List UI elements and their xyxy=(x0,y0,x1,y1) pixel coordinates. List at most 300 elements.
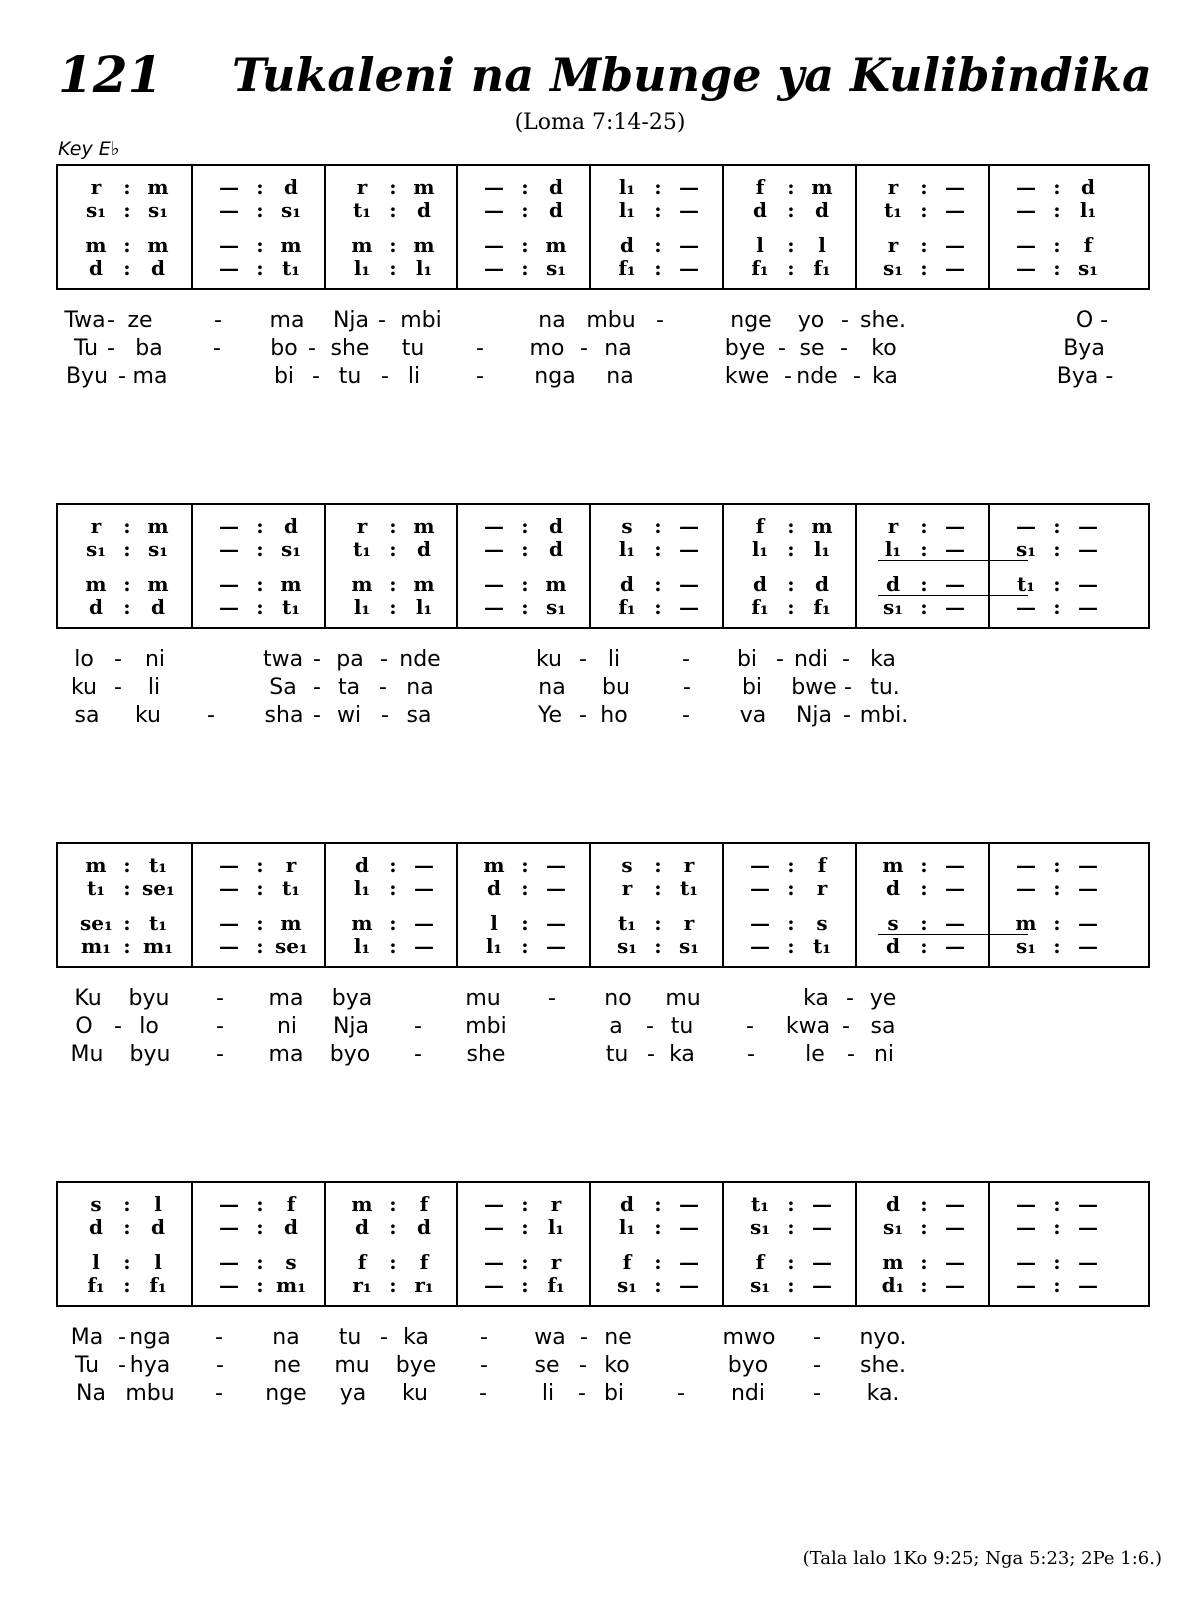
solfa-note: — xyxy=(414,911,434,935)
beat-separator: : xyxy=(521,595,529,619)
solfa-note: — xyxy=(945,1192,965,1216)
solfa-note: s₁ xyxy=(1015,934,1037,958)
beat-separator: : xyxy=(920,175,928,199)
barline xyxy=(324,166,326,288)
solfa-note: l₁ xyxy=(485,934,503,958)
beat-separator: : xyxy=(256,233,264,257)
syllable-hyphen: - xyxy=(414,1042,422,1067)
solfa-beat xyxy=(877,199,987,221)
solfa-beat xyxy=(80,877,190,899)
syllable-hyphen: - xyxy=(312,364,320,389)
solfa-note: d xyxy=(549,198,563,222)
beat-separator: : xyxy=(256,514,264,538)
solfa-note: m xyxy=(413,572,435,596)
solfa-note: r xyxy=(285,853,297,877)
lyric-syllable: Tu xyxy=(73,336,99,361)
lyric-syllable: ni xyxy=(144,647,166,672)
half-barline xyxy=(722,868,724,890)
syllable-hyphen: - xyxy=(846,986,854,1011)
beat-separator: : xyxy=(1053,537,1061,561)
solfa-note: — xyxy=(484,1250,504,1274)
syllable-hyphen: - xyxy=(747,1042,755,1067)
lyric-syllable: mu xyxy=(665,986,701,1011)
lyric-syllable: mu xyxy=(465,986,501,1011)
lyric-syllable: nde xyxy=(796,364,838,389)
solfa-note: — xyxy=(1016,1250,1036,1274)
half-barline xyxy=(988,868,990,890)
lyric-syllable: Twa xyxy=(64,308,106,333)
solfa-note: d xyxy=(487,876,501,900)
lyric-syllable: mbi. xyxy=(859,703,909,728)
solfa-note: — xyxy=(1078,537,1098,561)
lyric-syllable: ze xyxy=(127,308,153,333)
solfa-note: s₁ xyxy=(545,256,567,280)
beat-separator: : xyxy=(920,514,928,538)
beat-separator: : xyxy=(389,233,397,257)
solfa-note: — xyxy=(750,853,770,877)
solfa-note: — xyxy=(414,934,434,958)
solfa-note: r xyxy=(550,1250,562,1274)
lyric-syllable: tu xyxy=(605,1042,629,1067)
solfa-note: — xyxy=(219,572,239,596)
solfa-beat xyxy=(80,912,190,934)
half-barline xyxy=(456,926,458,948)
beat-separator: : xyxy=(123,514,131,538)
beat-separator: : xyxy=(920,934,928,958)
lyric-syllable: nga xyxy=(129,1325,171,1350)
solfa-note: — xyxy=(484,595,504,619)
syllable-hyphen: - xyxy=(215,1381,223,1406)
solfa-beat xyxy=(80,1251,190,1273)
solfa-note: s₁ xyxy=(85,198,107,222)
solfa-beat xyxy=(877,912,987,934)
solfa-beat xyxy=(1010,176,1120,198)
solfa-note: t₁ xyxy=(353,198,371,222)
lyric-syllable: mu xyxy=(334,1353,370,1378)
solfa-beat xyxy=(213,234,323,256)
lyric-syllable: a xyxy=(609,1014,623,1039)
solfa-beat xyxy=(213,935,323,957)
solfa-note: l₁ xyxy=(884,537,902,561)
hymn-number: 121 xyxy=(58,45,163,104)
beat-separator: : xyxy=(654,514,662,538)
half-barline xyxy=(988,587,990,609)
beat-separator: : xyxy=(787,1192,795,1216)
solfa-note: r xyxy=(621,876,633,900)
half-barline xyxy=(456,868,458,890)
beat-separator: : xyxy=(256,572,264,596)
lyric-syllable: wa xyxy=(534,1325,566,1350)
beat-separator: : xyxy=(920,876,928,900)
solfa-note: d xyxy=(355,1215,369,1239)
solfa-beat xyxy=(1010,877,1120,899)
solfa-note: d xyxy=(620,233,634,257)
solfa-beat xyxy=(478,199,588,221)
beat-separator: : xyxy=(389,1215,397,1239)
solfa-note: l₁ xyxy=(618,537,636,561)
lyric-syllable: twa xyxy=(262,647,304,672)
syllable-hyphen: - xyxy=(579,703,587,728)
solfa-beat xyxy=(213,1193,323,1215)
syllable-hyphen: - xyxy=(414,1014,422,1039)
solfa-beat xyxy=(346,1193,456,1215)
solfa-note: — xyxy=(945,537,965,561)
solfa-note: d xyxy=(89,595,103,619)
solfa-beat xyxy=(611,1193,721,1215)
barline xyxy=(722,844,724,966)
lyric-syllable: ku xyxy=(535,647,563,672)
beat-separator: : xyxy=(654,256,662,280)
solfa-note: t₁ xyxy=(884,198,902,222)
lyric-syllable: bi xyxy=(736,647,758,672)
solfa-note: — xyxy=(679,1250,699,1274)
beat-separator: : xyxy=(521,514,529,538)
solfa-note: t₁ xyxy=(87,876,105,900)
solfa-note: f₁ xyxy=(751,595,769,619)
beat-separator: : xyxy=(787,537,795,561)
lyric-syllable: bya xyxy=(331,986,373,1011)
lyric-syllable: ma xyxy=(268,1042,304,1067)
syllable-hyphen: - xyxy=(813,1381,821,1406)
beat-separator: : xyxy=(521,233,529,257)
beat-separator: : xyxy=(123,572,131,596)
beat-separator: : xyxy=(389,198,397,222)
beat-separator: : xyxy=(920,1273,928,1297)
solfa-note: s₁ xyxy=(616,934,638,958)
solfa-note: f xyxy=(419,1250,429,1274)
solfa-note: — xyxy=(484,537,504,561)
solfa-note: l xyxy=(154,1192,162,1216)
solfa-note: r xyxy=(90,514,102,538)
solfa-note: — xyxy=(1016,1192,1036,1216)
solfa-beat xyxy=(80,257,190,279)
lyric-syllable: O - xyxy=(1075,308,1109,333)
solfa-note: — xyxy=(812,1273,832,1297)
solfa-beat xyxy=(346,234,456,256)
solfa-beat xyxy=(346,596,456,618)
solfa-note: t₁ xyxy=(751,1192,769,1216)
solfa-note: — xyxy=(484,572,504,596)
solfa-note: d xyxy=(549,537,563,561)
solfa-note: d xyxy=(89,1215,103,1239)
barline xyxy=(324,1183,326,1305)
solfa-beat xyxy=(80,538,190,560)
tie-line xyxy=(878,934,1028,935)
syllable-hyphen: - xyxy=(118,1353,126,1378)
lyric-syllable: ni xyxy=(873,1042,895,1067)
lyric-syllable: lo xyxy=(139,1014,159,1039)
syllable-hyphen: - xyxy=(844,675,852,700)
beat-separator: : xyxy=(256,175,264,199)
beat-separator: : xyxy=(920,853,928,877)
beat-separator: : xyxy=(787,595,795,619)
solfa-beat xyxy=(478,1216,588,1238)
solfa-note: — xyxy=(945,876,965,900)
solfa-note: l₁ xyxy=(618,198,636,222)
solfa-note: f xyxy=(755,175,765,199)
solfa-note: r xyxy=(90,175,102,199)
beat-separator: : xyxy=(654,233,662,257)
solfa-note: s₁ xyxy=(1077,256,1099,280)
lyric-syllable: byu xyxy=(129,1042,171,1067)
solfa-note: — xyxy=(679,572,699,596)
lyric-syllable: ndi xyxy=(730,1381,766,1406)
solfa-beat xyxy=(346,176,456,198)
solfa-beat xyxy=(1010,935,1120,957)
solfa-note: d xyxy=(284,1215,298,1239)
beat-separator: : xyxy=(389,595,397,619)
solfa-note: f xyxy=(622,1250,632,1274)
solfa-beat xyxy=(213,877,323,899)
beat-separator: : xyxy=(654,876,662,900)
solfa-beat xyxy=(80,515,190,537)
solfa-note: — xyxy=(945,256,965,280)
solfa-beat xyxy=(1010,1216,1120,1238)
solfa-beat xyxy=(877,1216,987,1238)
syllable-hyphen: - xyxy=(784,364,792,389)
solfa-note: — xyxy=(1078,572,1098,596)
lyric-syllable: ka. xyxy=(866,1381,900,1406)
beat-separator: : xyxy=(389,876,397,900)
solfa-note: r₁ xyxy=(414,1273,434,1297)
syllable-hyphen: - xyxy=(207,703,215,728)
barline xyxy=(722,505,724,627)
lyric-syllable: tu xyxy=(670,1014,694,1039)
beat-separator: : xyxy=(521,175,529,199)
lyric-syllable: ni xyxy=(276,1014,298,1039)
solfa-note: m xyxy=(147,233,169,257)
solfa-beat xyxy=(744,1251,854,1273)
solfa-note: — xyxy=(1078,1215,1098,1239)
beat-separator: : xyxy=(389,175,397,199)
solfa-note: f₁ xyxy=(618,256,636,280)
solfa-beat xyxy=(346,515,456,537)
solfa-note: — xyxy=(484,233,504,257)
beat-separator: : xyxy=(123,233,131,257)
solfa-beat xyxy=(213,596,323,618)
half-barline xyxy=(456,587,458,609)
solfa-note: se₁ xyxy=(142,876,175,900)
lyric-syllable: li xyxy=(607,647,621,672)
lyric-syllable: sha xyxy=(264,703,304,728)
syllable-hyphen: - xyxy=(776,647,784,672)
half-barline xyxy=(456,190,458,212)
solfa-note: f xyxy=(817,853,827,877)
solfa-note: — xyxy=(219,876,239,900)
syllable-hyphen: - xyxy=(841,308,849,333)
solfa-note: m xyxy=(351,233,373,257)
lyric-syllable: ne xyxy=(273,1353,301,1378)
lyric-syllable: ma xyxy=(268,986,304,1011)
lyric-syllable: le xyxy=(805,1042,825,1067)
solfa-note: — xyxy=(945,572,965,596)
half-barline xyxy=(988,248,990,270)
beat-separator: : xyxy=(787,514,795,538)
syllable-hyphen: - xyxy=(114,647,122,672)
solfa-beat xyxy=(611,234,721,256)
solfa-note: — xyxy=(1016,595,1036,619)
lyric-syllable: Na xyxy=(76,1381,106,1406)
solfa-note: m₁ xyxy=(276,1273,306,1297)
solfa-note: d xyxy=(753,572,767,596)
barline xyxy=(589,844,591,966)
beat-separator: : xyxy=(654,537,662,561)
solfa-note: — xyxy=(484,198,504,222)
syllable-hyphen: - xyxy=(313,647,321,672)
solfa-note: m xyxy=(413,175,435,199)
tonic-solfa-system xyxy=(56,503,1150,629)
lyric-syllable: li xyxy=(541,1381,555,1406)
lyric-syllable: ku xyxy=(401,1381,429,1406)
hymn-title: Tukaleni na Mbunge ya Kulibindika xyxy=(232,48,1152,102)
beat-separator: : xyxy=(521,572,529,596)
lyric-syllable: ko xyxy=(604,1353,630,1378)
barline xyxy=(589,1183,591,1305)
beat-separator: : xyxy=(1053,1273,1061,1297)
lyric-syllable: nge xyxy=(265,1381,307,1406)
solfa-note: l xyxy=(154,1250,162,1274)
beat-separator: : xyxy=(256,853,264,877)
footnote: (Tala lalo 1Ko 9:25; Nga 5:23; 2Pe 1:6.) xyxy=(802,1548,1162,1569)
lyric-syllable: li xyxy=(407,364,421,389)
lyric-syllable: se xyxy=(534,1353,560,1378)
barline xyxy=(191,505,193,627)
solfa-beat xyxy=(611,1216,721,1238)
beat-separator: : xyxy=(521,853,529,877)
solfa-beat xyxy=(213,912,323,934)
syllable-hyphen: - xyxy=(476,336,484,361)
solfa-beat xyxy=(1010,912,1120,934)
solfa-note: s₁ xyxy=(147,198,169,222)
solfa-beat xyxy=(80,234,190,256)
syllable-hyphen: - xyxy=(480,1325,488,1350)
solfa-beat xyxy=(478,538,588,560)
solfa-note: — xyxy=(1016,876,1036,900)
beat-separator: : xyxy=(123,911,131,935)
solfa-beat xyxy=(877,1274,987,1296)
syllable-hyphen: - xyxy=(548,986,556,1011)
syllable-hyphen: - xyxy=(579,647,587,672)
lyric-syllable: nga xyxy=(534,364,576,389)
beat-separator: : xyxy=(389,1192,397,1216)
solfa-beat xyxy=(1010,257,1120,279)
solfa-note: — xyxy=(812,1250,832,1274)
beat-separator: : xyxy=(920,1215,928,1239)
beat-separator: : xyxy=(787,853,795,877)
lyric-syllable: she. xyxy=(860,308,906,333)
solfa-note: — xyxy=(945,853,965,877)
solfa-note: — xyxy=(945,911,965,935)
solfa-note: — xyxy=(1078,911,1098,935)
solfa-beat xyxy=(80,854,190,876)
solfa-note: m xyxy=(545,233,567,257)
beat-separator: : xyxy=(521,1215,529,1239)
solfa-note: — xyxy=(484,175,504,199)
solfa-note: l₁ xyxy=(353,934,371,958)
lyric-syllable: tu xyxy=(338,364,362,389)
beat-separator: : xyxy=(123,1215,131,1239)
solfa-note: — xyxy=(546,911,566,935)
lyric-syllable: sa xyxy=(406,703,432,728)
barline xyxy=(722,166,724,288)
solfa-beat xyxy=(346,912,456,934)
solfa-beat xyxy=(213,538,323,560)
beat-separator: : xyxy=(1053,1250,1061,1274)
syllable-hyphen: - xyxy=(379,675,387,700)
solfa-note: — xyxy=(945,514,965,538)
lyric-syllable: Bya - xyxy=(1056,364,1114,389)
solfa-note: — xyxy=(219,233,239,257)
solfa-beat xyxy=(744,199,854,221)
solfa-beat xyxy=(80,596,190,618)
syllable-hyphen: - xyxy=(580,336,588,361)
solfa-note: — xyxy=(546,934,566,958)
solfa-beat xyxy=(744,912,854,934)
beat-separator: : xyxy=(787,198,795,222)
solfa-note: d xyxy=(151,256,165,280)
lyric-syllable: wi xyxy=(336,703,362,728)
solfa-note: — xyxy=(484,514,504,538)
solfa-note: m xyxy=(413,233,435,257)
solfa-note: f₁ xyxy=(813,595,831,619)
syllable-hyphen: - xyxy=(216,1042,224,1067)
solfa-note: f₁ xyxy=(87,1273,105,1297)
beat-separator: : xyxy=(920,595,928,619)
lyric-syllable: ku xyxy=(70,675,98,700)
solfa-beat xyxy=(213,854,323,876)
beat-separator: : xyxy=(256,1250,264,1274)
syllable-hyphen: - xyxy=(313,675,321,700)
lyric-syllable: mbi xyxy=(400,308,442,333)
lyric-syllable: ka xyxy=(872,364,898,389)
solfa-note: s₁ xyxy=(545,595,567,619)
solfa-note: — xyxy=(679,256,699,280)
syllable-hyphen: - xyxy=(847,1042,855,1067)
solfa-note: — xyxy=(1078,934,1098,958)
solfa-note: m xyxy=(351,572,373,596)
solfa-note: f xyxy=(1083,233,1093,257)
syllable-hyphen: - xyxy=(216,986,224,1011)
solfa-note: — xyxy=(484,1273,504,1297)
solfa-beat xyxy=(478,1251,588,1273)
solfa-note: — xyxy=(679,1215,699,1239)
solfa-note: r₁ xyxy=(352,1273,372,1297)
syllable-hyphen: - xyxy=(842,647,850,672)
solfa-note: m xyxy=(85,572,107,596)
half-barline xyxy=(722,529,724,551)
solfa-note: d xyxy=(284,514,298,538)
solfa-note: s xyxy=(621,853,633,877)
beat-separator: : xyxy=(654,175,662,199)
beat-separator: : xyxy=(256,537,264,561)
solfa-beat xyxy=(877,1251,987,1273)
beat-separator: : xyxy=(256,1273,264,1297)
solfa-note: l xyxy=(756,233,764,257)
solfa-note: — xyxy=(1078,876,1098,900)
solfa-beat xyxy=(478,877,588,899)
lyric-syllable: bye xyxy=(395,1353,437,1378)
beat-separator: : xyxy=(787,1273,795,1297)
solfa-beat xyxy=(744,1216,854,1238)
solfa-note: r xyxy=(683,911,695,935)
lyric-syllable: ka xyxy=(803,986,829,1011)
syllable-hyphen: - xyxy=(677,1381,685,1406)
syllable-hyphen: - xyxy=(682,647,690,672)
lyric-syllable: mo xyxy=(529,336,565,361)
solfa-beat xyxy=(877,854,987,876)
solfa-beat xyxy=(478,257,588,279)
solfa-beat xyxy=(213,1251,323,1273)
